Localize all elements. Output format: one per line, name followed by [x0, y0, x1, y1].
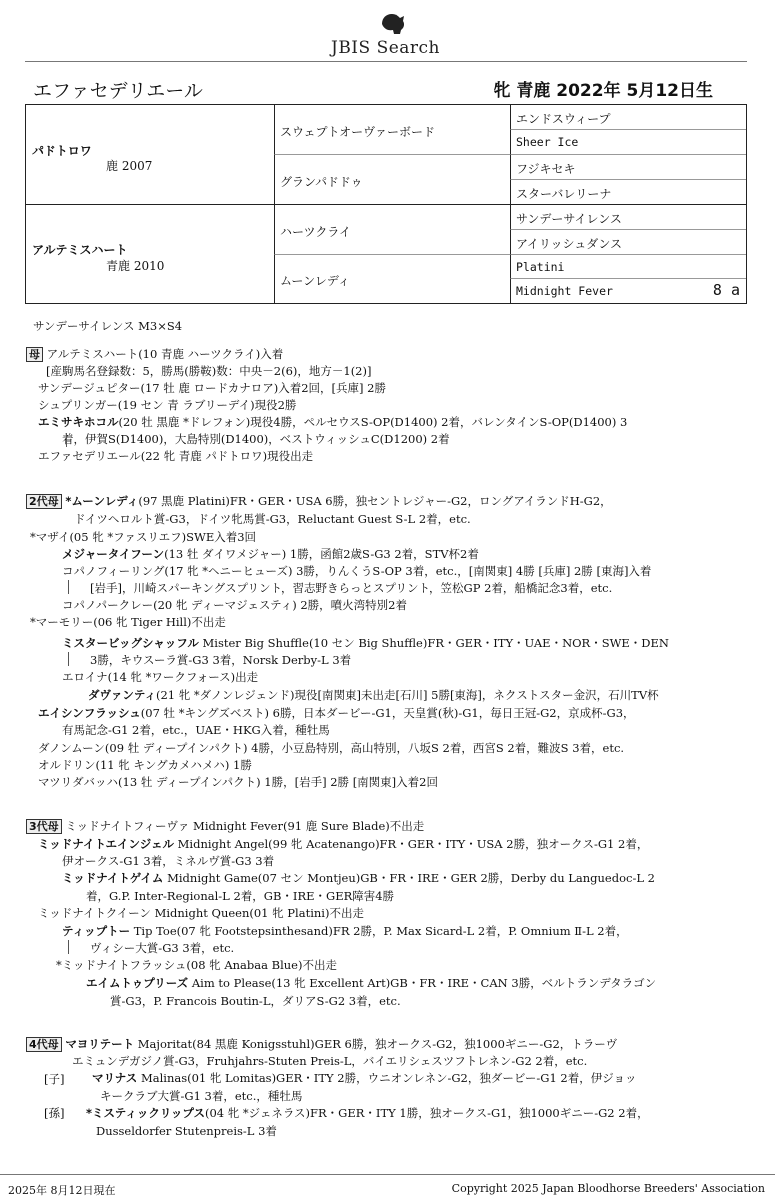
line-text: *マザイ(05 牝 *ファスリエフ)SWE入着3回	[30, 530, 257, 544]
pedigree-gen3-cell	[510, 255, 746, 279]
header-divider	[25, 61, 747, 62]
family-line	[96, 1123, 277, 1139]
horse-link[interactable]: ミッドナイトエインジェル	[38, 837, 174, 851]
family-line	[38, 836, 648, 852]
pedigree-gen3-cell	[510, 105, 746, 130]
pedigree-gen3-cell	[510, 155, 746, 180]
bracket-line	[68, 580, 69, 594]
line-text: 伊オークス-G1 3着，ミネルヴ賞-G3 3着	[62, 854, 275, 868]
pedigree-gen3-cell	[510, 180, 746, 205]
line-text: Majoritat(84 黒鹿 Konigsstuhl)GER 6勝，独オークス-G2，独1000ギニー-G2，トラーヴ	[134, 1037, 618, 1051]
dam-dam-name[interactable]: ムーンレディ	[280, 274, 350, 288]
horse-info: 牝 青鹿 2022年 5月12日生	[493, 81, 713, 101]
line-text: Tip Toe(07 牝 Footstepsinthesand)FR 2勝，P. Max Sicard-L 2着，P. Omnium Ⅱ-L 2着，	[130, 924, 628, 938]
family-line	[86, 975, 656, 991]
family-line	[92, 1070, 637, 1086]
logo-text: JBIS Search	[331, 38, 441, 58]
line-text: オルドリン(11 牝 キングカメハメハ) 1勝	[38, 758, 252, 772]
horse-link[interactable]: エイムトゥプリーズ	[86, 976, 189, 990]
line-text: ヴィシー大賞-G3 3着，etc.	[90, 941, 235, 955]
generation-tag: 4代母	[26, 1037, 62, 1052]
ancestor-name[interactable]: Platini	[516, 260, 565, 274]
line-text: マツリダバッハ(13 牡 ディープインパクト) 1勝，[岩手] 2勝 [南関東]入着2回	[38, 775, 438, 789]
line-text: (04 牝 *ジェネラス)FR・GER・ITY 1勝，独オークス-G1，独1000ギニー-G2 2着，	[204, 1106, 649, 1120]
family-line	[86, 1105, 649, 1121]
ancestor-name[interactable]: フジキセキ	[516, 162, 576, 176]
family-line	[38, 705, 635, 721]
family-line	[56, 957, 337, 973]
horse-link[interactable]: *ムーンレディ	[65, 494, 139, 508]
line-text: (07 牡 *キングズベスト) 6勝，日本ダービー-G1，天皇賞(秋)-G1，毎日王冠-G2，京成杯-G3，	[140, 706, 635, 720]
family-line	[62, 431, 450, 447]
generation-tag: 母	[26, 347, 43, 362]
line-text: *ミッドナイトフラッシュ(08 牝 Anabaa Blue)不出走	[56, 958, 337, 972]
pedigree-gen2-cell	[274, 255, 510, 303]
family-line	[90, 652, 351, 668]
sire-detail: 鹿 2007	[106, 159, 153, 173]
ancestor-name[interactable]: アイリッシュダンス	[516, 237, 622, 251]
footer-copyright: Copyright 2025 Japan Bloodhorse Breeders' Association	[451, 1182, 765, 1195]
family-line	[62, 563, 651, 579]
pedigree-gen2-cell	[274, 105, 510, 155]
family-line	[62, 546, 479, 562]
line-text: Mister Big Shuffle(10 セン Big Shuffle)FR・GER・ITY・UAE・NOR・SWE・DEN	[198, 636, 669, 650]
line-text: (21 牝 *ダノンレジェンド)現役[南関東]未出走[石川] 5勝[東海]，ネクストスター金沢，石川TV杯	[155, 688, 659, 702]
child-marker: [子]	[44, 1072, 65, 1086]
horse-link[interactable]: ミッドナイトゲイム	[62, 871, 164, 885]
family-line	[38, 774, 438, 790]
horse-link[interactable]: *ミスティックリップス	[86, 1106, 205, 1120]
line-text: エロイナ(14 牝 *ワークフォース)出走	[62, 670, 259, 684]
family-line	[88, 687, 659, 703]
family-line	[62, 597, 407, 613]
pedigree-gen2-cell	[274, 205, 510, 255]
dam-name[interactable]: アルテミスハート	[32, 243, 128, 257]
family-line	[74, 511, 471, 527]
family-line	[62, 923, 628, 939]
horse-link[interactable]: エイシンフラッシュ	[38, 706, 141, 720]
sire-sire-name[interactable]: スウェプトオーヴァーボード	[280, 125, 436, 139]
line-text: (97 黒鹿 Platini)FR・GER・USA 6勝，独セントレジャー-G2，ロングアイランドH-G2，	[138, 494, 612, 508]
line-text: 3勝，キウスーラ賞-G3 3着，Norsk Derby-L 3着	[90, 653, 352, 667]
family-line	[62, 870, 655, 886]
pedigree-table	[25, 104, 747, 304]
inbreeding-note: サンデーサイレンス M3×S4	[33, 319, 183, 333]
horse-name: エファセデリエール	[33, 80, 203, 102]
family-line	[62, 669, 258, 685]
family-line	[38, 740, 624, 756]
family-line	[90, 940, 234, 956]
family-line	[30, 529, 256, 545]
family-line	[26, 818, 424, 834]
line-text: 着，G.P. Inter-Regional-L 2着，GB・IRE・GER障害4勝	[86, 889, 395, 903]
family-line	[38, 448, 313, 464]
pedigree-gen3-cell	[510, 279, 746, 303]
line-text: Aim to Please(13 牝 Excellent Art)GB・FR・IRE・CAN 3勝，ベルトランデタラゴン	[188, 976, 657, 990]
pedigree-gen3-cell	[510, 130, 746, 155]
line-text: ドイツヘロルト賞-G3，ドイツ牝馬賞-G3，Reluctant Guest S-L 2着，etc.	[74, 512, 471, 526]
family-line	[72, 1053, 587, 1069]
generation-tag: 2代母	[26, 494, 62, 509]
family-line	[26, 493, 612, 509]
ancestor-name[interactable]: Sheer Ice	[516, 135, 579, 149]
ancestor-name[interactable]: スターバレリーナ	[516, 187, 612, 201]
dam-cell	[26, 205, 274, 303]
line-text: ミッドナイトクイーン Midnight Queen(01 牝 Platini)不出走	[38, 906, 364, 920]
line-text: シュプリンガー(19 セン 青 ラブリーデイ)現役2勝	[38, 398, 297, 412]
line-text: Dusseldorfer Stutenpreis-L 3着	[96, 1124, 277, 1138]
grandchild-marker: [孫]	[44, 1106, 65, 1120]
line-text: サンデージュピター(17 牡 鹿 ロードカナロア)入着2回，[兵庫] 2勝	[38, 381, 386, 395]
ancestor-name[interactable]: サンデーサイレンス	[516, 212, 622, 226]
family-line	[26, 1036, 617, 1052]
ancestor-name[interactable]: Midnight Fever	[516, 284, 613, 298]
bracket-line	[66, 433, 67, 447]
dam-sire-name[interactable]: ハーツクライ	[280, 225, 352, 239]
line-text: コパノパークレー(20 牝 ディーマジェスティ) 2勝，噴火湾特別2着	[62, 598, 407, 612]
horse-link[interactable]: マヨリテート	[65, 1037, 135, 1051]
horse-link[interactable]: メジャータイフーン	[62, 547, 165, 561]
line-text: (20 牡 黒鹿 *ドレフォン)現役4勝，ペルセウスS-OP(D1400) 2着，バレンタインS-OP(D1400) 3	[118, 415, 628, 429]
family-line	[86, 888, 394, 904]
horse-link[interactable]: マリナス	[92, 1071, 138, 1085]
line-text: 着，伊賀S(D1400)，大島特別(D1400)，ベストウィッシュC(D1200) 2着	[62, 432, 450, 446]
line-text: アルテミスハート(10 青鹿 ハーツクライ)入着	[46, 347, 284, 361]
generation-tag: 3代母	[26, 819, 62, 834]
line-text: ミッドナイトフィーヴァ Midnight Fever(91 鹿 Sure Blade)不出走	[65, 819, 425, 833]
family-line	[26, 346, 283, 362]
pedigree-gen3-cell	[510, 230, 746, 255]
line-text: キークラブ大賞-G1 3着，etc.，種牡馬	[100, 1089, 303, 1103]
family-line	[100, 1088, 302, 1104]
sire-cell	[26, 105, 274, 205]
line-text: 有馬記念-G1 2着，etc.，UAE・HKG入着，種牡馬	[62, 723, 330, 737]
line-text: *マーモリー(06 牝 Tiger Hill)不出走	[30, 615, 226, 629]
line-text: [産駒馬名登録数：5，勝馬(勝鞍)数：中央－2(6)，地方－1(2)]	[46, 364, 372, 378]
sire-name[interactable]: パドトロワ	[32, 144, 92, 158]
line-text: Malinas(01 牝 Lomitas)GER・ITY 2勝，ウニオンレネン-G2，独ダービー-G1 2着，伊ジョッ	[137, 1071, 637, 1085]
line-text: (13 牡 ダイワメジャー) 1勝，函館2歳S-G3 2着，STV杯2着	[164, 547, 479, 561]
pedigree-gen3-cell	[510, 205, 746, 230]
line-text: ダノンムーン(09 牡 ディープインパクト) 4勝，小豆島特別，高山特別，八坂S 2着，西宮S 2着，難波S 3着，etc.	[38, 741, 625, 755]
footer-date: 2025年 8月12日現在	[8, 1184, 116, 1197]
family-line	[38, 397, 296, 413]
horse-link[interactable]: ダヴァンティ	[88, 688, 156, 702]
line-text: 賞-G3，P. Francois Boutin-L，ダリアS-G2 3着，etc.	[110, 994, 401, 1008]
pedigree-gen2-cell	[274, 155, 510, 205]
family-line	[38, 757, 252, 773]
line-text: [岩手]，川崎スパーキングスプリント，習志野きらっとスプリント，笠松GP 2着，船橋記念3着，etc.	[90, 581, 613, 595]
horse-link[interactable]: ミスタービッグシャッフル	[62, 636, 199, 650]
dam-detail: 青鹿 2010	[106, 259, 165, 273]
footer-divider	[0, 1174, 775, 1175]
family-number: 8 a	[712, 281, 740, 299]
family-line	[90, 580, 612, 596]
family-line	[110, 993, 401, 1009]
bracket-line	[68, 940, 69, 954]
line-text: Midnight Angel(99 牝 Acatenango)FR・GER・ITY・USA 2勝，独オークス-G1 2着，	[174, 837, 649, 851]
family-line	[38, 380, 386, 396]
line-text: コパノフィーリング(17 牝 *ヘニーヒューズ) 3勝，りんくうS-OP 3着，etc.，[南関東] 4勝 [兵庫] 2勝 [東海]入着	[62, 564, 652, 578]
jbis-logo[interactable]	[0, 8, 775, 58]
line-text: エファセデリエール(22 牝 青鹿 パドトロワ)現役出走	[38, 449, 314, 463]
horse-link[interactable]: エミサキホコル	[38, 415, 119, 429]
line-text: Midnight Game(07 セン Montjeu)GB・FR・IRE・GER 2勝，Derby du Languedoc-L 2	[163, 871, 655, 885]
horse-link[interactable]: ティップトー	[62, 924, 131, 938]
family-line	[38, 414, 627, 430]
family-line	[62, 853, 274, 869]
sire-dam-name[interactable]: グランパドドゥ	[280, 175, 363, 189]
family-line	[62, 635, 669, 651]
bracket-line	[68, 652, 69, 666]
ancestor-name[interactable]: エンドスウィープ	[516, 112, 611, 126]
family-line	[46, 363, 371, 379]
family-line	[30, 614, 226, 630]
family-line	[38, 905, 364, 921]
line-text: エミュンデガジノ賞-G3，Fruhjahrs-Stuten Preis-L，バイエリシェスツフトレネン-G2 2着，etc.	[72, 1054, 588, 1068]
family-line	[62, 722, 330, 738]
